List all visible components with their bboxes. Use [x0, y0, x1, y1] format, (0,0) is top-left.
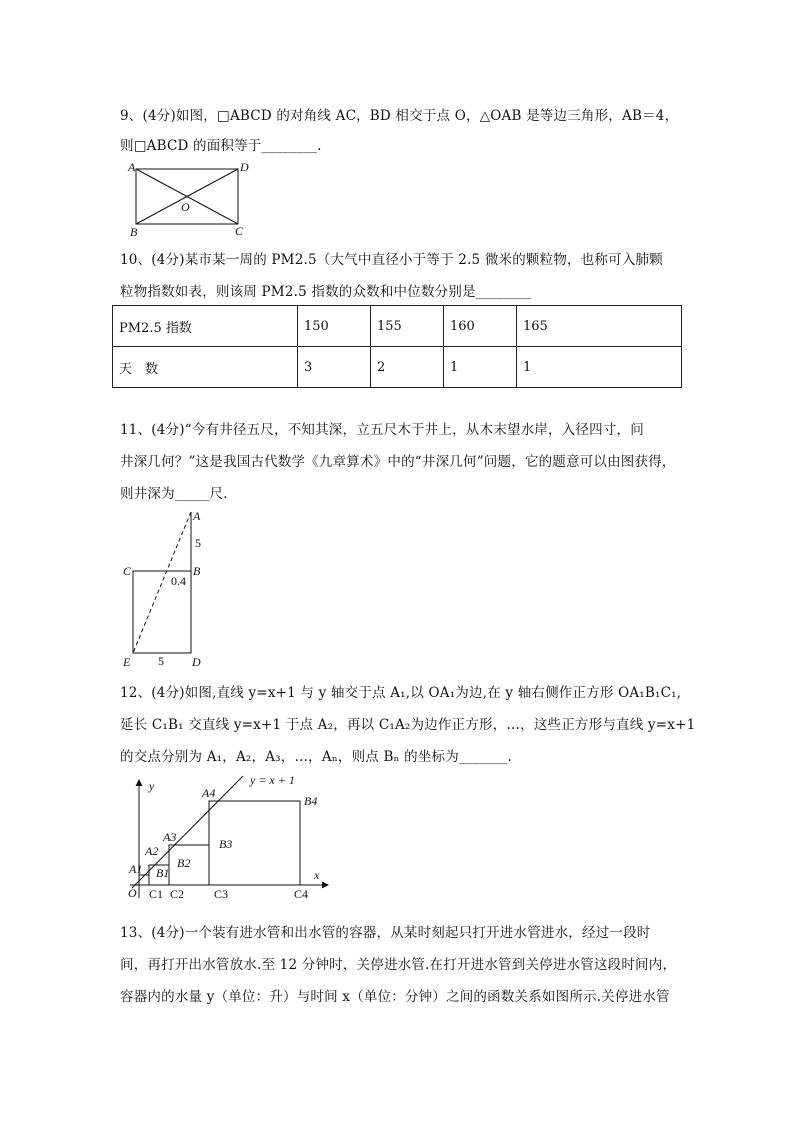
- q13-text-line2: 间，再打开出水管放水.至 12 分钟时，关停进水管.在打开进水管到关停进水管这段时间内，: [120, 957, 677, 973]
- q12-text-line3: 的交点分别为 A₁，A₂，A₃，…，Aₙ，则点 Bₙ 的坐标为_______.: [120, 749, 513, 765]
- q12-label-c4: C4: [294, 887, 309, 901]
- q11-text-line1: 11、(4分)“今有井径五尺，不知其深，立五尺木于井上，从木末望水岸，入径四寸，问: [120, 422, 644, 438]
- q12-label-b3: B3: [219, 837, 233, 851]
- q12-label-a2: A2: [145, 844, 159, 858]
- q10-text-line1: 10、(4分)某市某一周的 PM2.5（大气中直径小于等于 2.5 微米的颗粒物，也称可入肺颗: [120, 252, 663, 268]
- q11-label-c: C: [123, 564, 132, 578]
- q12-squares-figure: [118, 770, 338, 905]
- table-cell: 160: [444, 306, 517, 347]
- table-cell: 165: [517, 306, 682, 347]
- table-cell: 3: [298, 347, 371, 388]
- pm25-table: [112, 305, 682, 388]
- q11-well-figure: [118, 503, 218, 673]
- q12-label-equation: y = x + 1: [250, 773, 295, 787]
- q11-text-line2: 井深几何？”这是我国古代数学《九章算术》中的“井深几何”问题，它的题意可以由图获得，: [120, 454, 676, 470]
- q13-text-line1: 13、(4分)一个装有进水管和出水管的容器，从某时刻起只打开进水管进水，经过一段时: [120, 925, 651, 941]
- q12-label-c1: C1: [149, 887, 164, 901]
- q12-label-origin: O: [128, 886, 137, 900]
- q12-label-y-axis: y: [149, 779, 155, 793]
- q11-label-cut-length: 0.4: [171, 574, 186, 588]
- q9-label-b: B: [130, 225, 138, 239]
- q12-label-c2: C2: [170, 887, 185, 901]
- q9-label-o: O: [181, 200, 190, 214]
- table-cell: 155: [371, 306, 444, 347]
- q9-label-a: A: [128, 160, 136, 174]
- q12-label-b1: B1: [156, 866, 170, 880]
- q12-label-c3: C3: [214, 887, 229, 901]
- q10-text-line2: 粒物指数如表，则该周 PM2.5 指数的众数和中位数分别是________: [120, 284, 532, 300]
- table-cell: 1: [444, 347, 517, 388]
- q11-label-a: A: [193, 509, 201, 523]
- table-row: [113, 347, 682, 388]
- q11-label-d: D: [192, 655, 201, 669]
- table-cell: 2: [371, 347, 444, 388]
- q12-label-b4: B4: [304, 794, 318, 808]
- q11-text-line3: 则井深为_____尺.: [120, 486, 228, 502]
- table-cell: 天 数: [113, 347, 298, 388]
- q11-label-ed-length: 5: [158, 654, 164, 668]
- q13-text-line3: 容器内的水量 y（单位：升）与时间 x（单位：分钟）之间的函数关系如图所示.关停进水管: [120, 989, 670, 1005]
- q9-text-line2: 则□ABCD 的面积等于________.: [120, 138, 322, 154]
- q12-text-line2: 延长 C₁B₁ 交直线 y=x+1 于点 A₂，再以 C₁A₂为边作正方形，…，这些正方形与直线 y=x+1: [120, 717, 696, 733]
- table-cell: PM2.5 指数: [113, 306, 298, 347]
- q12-text-line1: 12、(4分)如图,直线 y=x+1 与 y 轴交于点 A₁,以 OA₁为边,在 y 轴右侧作正方形 OA₁B₁C₁,: [120, 685, 682, 701]
- q12-label-a4: A4: [202, 786, 216, 800]
- table-row: [113, 306, 682, 347]
- q11-label-ab-length: 5: [195, 536, 201, 550]
- q12-label-a1: A1: [129, 862, 143, 876]
- q12-label-a3: A3: [163, 830, 177, 844]
- q12-label-x-axis: x: [314, 868, 320, 882]
- q9-text-line1: 9、(4分)如图，□ABCD 的对角线 AC，BD 相交于点 O，△OAB 是等边三角形，AB＝4，: [120, 108, 679, 124]
- q9-label-c: C: [235, 224, 244, 238]
- table-cell: 150: [298, 306, 371, 347]
- q11-label-e: E: [123, 655, 131, 669]
- q11-label-b: B: [193, 564, 201, 578]
- q9-parallelogram-figure: [120, 158, 260, 240]
- q12-label-b2: B2: [177, 856, 191, 870]
- table-cell: 1: [517, 347, 682, 388]
- q9-label-d: D: [240, 160, 249, 174]
